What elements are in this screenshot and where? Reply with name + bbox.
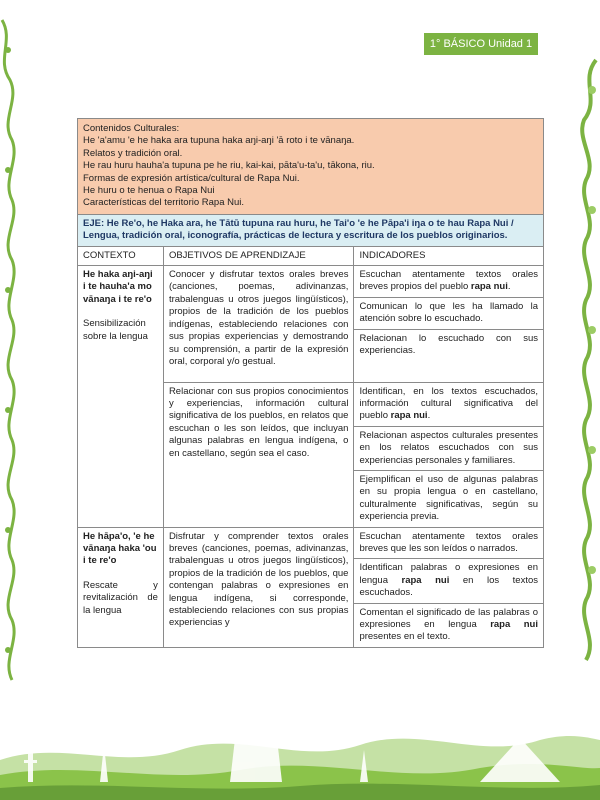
cultural-line: He 'a'amu 'e he haka ara tupuna haka aŋi-aŋi 'ā roto i te vānaŋa. [83,135,355,147]
indicator-item: Identifican, en los textos escuchados, información cultural significativa del pueblo rapa nui. [354,383,543,427]
indicator-item: Escuchan atentamente textos orales breves propios del pueblo rapa nui. [354,266,543,298]
cultural-line: Características del territorio Rapa Nui. [83,197,245,209]
cultural-line: Relatos y tradición oral. [83,147,183,159]
column-header-indicators: INDICADORES [354,246,544,265]
right-decorative-border [574,0,600,800]
indicators-cell [354,382,544,527]
indicators-cell [354,527,544,647]
unit-badge: 1° BÁSICO Unidad 1 [424,33,538,55]
eje-cell [78,214,544,246]
column-header-context: CONTEXTO [78,246,164,265]
eje-label: EJE [83,217,101,229]
objective-cell: Disfrutar y comprender textos orales breves (canciones, poemas, adivinanzas, trabalenguas u otros juegos lingüísticos), propios de la tradición de los pueblos, que contengan palabras o expresiones en lengua indígena, si corresponde, estableciendo relaciones con sus propias experiencias y [163,527,354,647]
indicator-item: Comentan el significado de las palabras o expresiones en lengua rapa nui presentes en el texto. [359,606,538,643]
indicator-item: Relacionan lo escuchado con sus experiencias. [359,332,538,357]
indicator-item: Ejemplifican el uso de algunas palabras en su propia lengua o en castellano, culturalmente significativas, según su experiencia previa. [359,473,538,523]
context-subtitle: Sensibilización sobre la lengua [83,318,148,342]
indicator-item: Escuchan atentamente textos orales breves que les son leídos o narrados. [354,528,543,560]
eje-text: : He Re'o, he Haka ara, he Tātū tupuna rau huru, he Tai'o 'e he Pāpa'i iŋa o te hau Rapa Nui / Lengua, tradición oral, iconografía, prácticas de lectura y escritura de los pueblos originarios. [83,217,514,242]
cultural-line: He huru o te henua o Rapa Nui [83,185,215,197]
cultural-contents-cell [78,119,544,215]
objective-cell: Relacionar con sus propios conocimientos y experiencias, información cultural significativa de los pueblos, en relatos que escuchan o les son leídos, que incluyan algunas palabras en lengua indígena, o en castellano, según sea el caso. [163,382,354,527]
context-title: He haka aŋi-aŋi i te hauha'a mo vānaŋa i te re'o [83,269,153,305]
indicator-item: Relacionan aspectos culturales presentes en los relatos escuchados con sus experiencias personales y familiares. [354,427,543,471]
cultural-line: Formas de expresión artística/cultural de Rapa Nui. [83,172,300,184]
table-row [78,527,544,647]
cultural-line: He rau huru hauha'a tupuna pe he riu, kai-kai, pāta'u-ta'u, tākona, riu. [83,160,375,172]
indicators-cell [354,266,544,382]
lesson-plan-table [77,118,544,648]
table-row [78,266,544,382]
landscape-illustration [0,690,600,800]
indicator-item: Comunican lo que les ha llamado la atención sobre lo escuchado. [354,298,543,330]
indicator-item: Identifican palabras o expresiones en lengua rapa nui en los textos escuchados. [354,559,543,603]
cultural-line: Contenidos Culturales: [83,123,180,134]
context-cell [78,266,164,528]
objective-cell: Conocer y disfrutar textos orales breves (canciones, poemas, adivinanzas, trabalenguas u otros juegos lingüísticos), propios de la tradición de los pueblos indígenas, estableciendo relaciones con sus propias experiencias y demostrando su comprensión, a partir de la expresión oral, corporal y/o gestual. [163,266,354,382]
left-decorative-border [0,0,18,800]
context-cell [78,527,164,647]
column-header-objectives: OBJETIVOS DE APRENDIZAJE [163,246,354,265]
context-subtitle: Rescate y revitalización de la lengua [83,579,158,616]
context-title: He hāpa'o, 'e he vānaŋa haka 'ou i te re'o [83,530,157,567]
